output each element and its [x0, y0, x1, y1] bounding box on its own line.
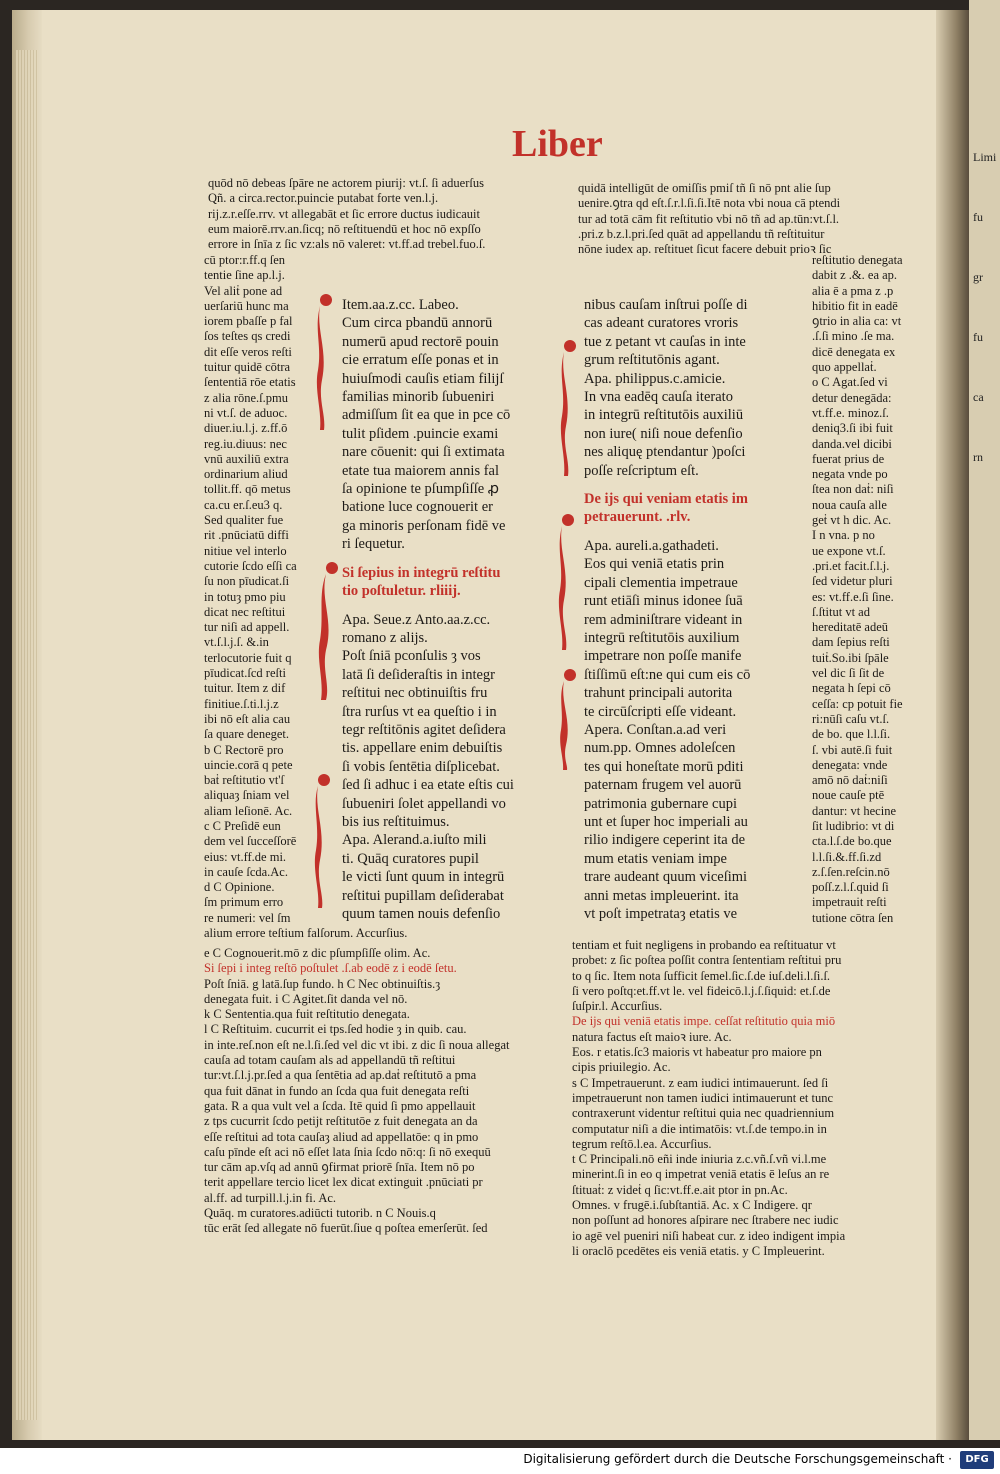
- text-line: uerſariū hunc ma: [204, 298, 289, 313]
- text-line: .ſ.ſi mino .ſe ma.: [812, 329, 895, 344]
- text-line: amō nō daṫ:niſi: [812, 773, 888, 788]
- text-line: ſ.ſtitut vt ad: [812, 604, 870, 619]
- text-line: vt.ſ.l.j.ſ. &.in: [204, 635, 269, 650]
- text-line: reg.iu.diuus: nec: [204, 436, 287, 451]
- text-line: dicat nec reſtitui: [204, 604, 286, 619]
- text-line: poſſe reſcriptum eſt.: [584, 462, 699, 479]
- text-line: paternam frugem vel auorū: [584, 777, 742, 794]
- right-margin-gloss: [812, 253, 924, 943]
- text-line: ſit ludibrio: vt di: [812, 818, 895, 833]
- text-line: Eos. r etatis.ſc3 maioris vt habeatur pro maiore pn: [572, 1045, 822, 1060]
- text-line: ſi vobis ſentētia diſplicebat.: [342, 758, 500, 775]
- text-line: trahunt principali autorita: [584, 685, 733, 702]
- text-line: unt et ſuper hoc imperiali au: [584, 813, 748, 830]
- main-text-column-right: [584, 296, 790, 936]
- text-line: pīudicat.ſcd reſti: [204, 666, 286, 681]
- text-line: caſu pīnde eſt aci nō eſſet lata ſnia ſcdo nō:q: ſi nō exequū: [204, 1144, 491, 1159]
- text-line: ſm primum erro: [204, 895, 284, 910]
- text-line: ceſſa: cp potuit fie: [812, 696, 903, 711]
- text-line: numerū apud rectorē pouin: [342, 333, 499, 350]
- text-line: tentiam et fuit negligens in probando ea reſtituatur vt: [572, 938, 836, 952]
- text-heading: Apa. Seue.z Anto.aa.z.cc.: [342, 611, 491, 628]
- text-line: z alia rōne.ſ.pmu: [204, 390, 288, 405]
- text-line: ſi vero poſtq:et.ff.vt le. vel fideicō.l.j.ſ.ſiquid: et.ſ.de: [572, 983, 831, 998]
- text-line: quum tamen nouis defenſio: [342, 906, 501, 922]
- text-line: cipis priuilegio. Ac.: [572, 1060, 671, 1075]
- text-line: t C Principali.nō eñi inde iniuria z.c.vñ.ſ.vñ vi.l.me: [572, 1152, 827, 1167]
- text-line: terit appellare tercio licet lex dicat extinguit .pnūciati pr: [204, 1175, 483, 1190]
- text-line: ca.cu er.ſ.eu3 q.: [204, 497, 283, 512]
- text-line: integrū reſtitutōis auxilium: [584, 629, 740, 646]
- text-heading: Apa. aureli.a.gathadeti.: [584, 537, 719, 554]
- text-line: I n vna. p no: [812, 528, 875, 543]
- text-line: poſſ.z.l.ſ.quid ſi: [812, 880, 889, 895]
- text-line: romano z alijs.: [342, 629, 428, 646]
- text-line: io agē vel pueniri niſi habeat cur. z ideo indigent impia: [572, 1228, 846, 1243]
- text-line: impetrauerunt non tamen iudici intimauerunt et tunc: [572, 1090, 834, 1105]
- text-line: dicē denegata ex: [812, 344, 896, 359]
- text-line: uenire.ꝯtra qd eſt.ſ.r.l.ſi.ſi.Itē nota vbi noua cā ptendi: [578, 196, 841, 211]
- text-line: patrimonia gubernare cupi: [584, 795, 737, 812]
- text-line: nes aliquę ptendantur )poſci: [584, 444, 746, 461]
- text-line: quo appellaṫ.: [812, 360, 877, 375]
- text-line: terlocutorie fuit q: [204, 650, 292, 665]
- text-line: trare audeant quum viceſimi: [584, 869, 748, 886]
- decorative-capital-column-left: [312, 290, 342, 910]
- text-line: vnū auxiliū extra: [204, 451, 289, 466]
- text-line: natura factus eſt maioꝛ iure. Ac.: [572, 1029, 732, 1044]
- text-line: admiſſum ſit ea que in pce cō: [342, 407, 511, 424]
- text-line: iorem pbaſſe p fal: [204, 314, 293, 329]
- text-line: tollit.ff. qō metus: [204, 482, 291, 497]
- text-line: nare cōuenit: qui ſi extimata: [342, 444, 505, 461]
- text-line: tur cām ap.vſq ad annū ꝯfirmat priorē ſnīa. Item nō po: [204, 1160, 475, 1175]
- text-line: hibitio fit in eadē: [812, 298, 898, 313]
- main-text-column-left: [342, 296, 570, 946]
- text-line: ſententiā rōe etatis: [204, 375, 296, 390]
- text-line: tentie ſine ap.l.j.: [204, 268, 285, 283]
- text-line: ſed ſi adhuc i ea etate eſtis cui: [342, 777, 514, 794]
- text-line: s C Impetrauerunt. z eam iudici intimauerunt. ſed ſi: [572, 1075, 829, 1090]
- text-line: eum maiorē.rrv.an.ſicq; nō reſtituendū et hoc nō expſſo: [208, 221, 481, 236]
- text-line: ſa quare deneget.: [204, 727, 290, 742]
- text-line: ni vt.ſ. de aduoc.: [204, 405, 288, 420]
- text-line: Poſt ſniā pconſulis ȝ vos: [342, 648, 481, 665]
- decorative-capital-column-right: [554, 330, 586, 770]
- text-line: In vna eadēq cauſa iterato: [584, 389, 733, 406]
- text-line: num.pp. Omnes adoleſcen: [584, 740, 736, 757]
- text-line: Poſt ſniā. g latā.ſup fundo. h C Nec obtinuiſtis.ȝ: [204, 976, 441, 991]
- text-line: es: vt.ff.e.ſi ſine.: [812, 589, 894, 604]
- text-line: reſtitutio denegata: [812, 253, 903, 267]
- top-right-gloss: [578, 181, 918, 257]
- text-line: denegata fuit. i C Agitet.ſit danda vel nō.: [204, 991, 408, 1006]
- text-line: tur ad totā cām fit reſtitutio vbi nō tñ ad ap.tūn:vt.ſ.l.: [578, 211, 840, 226]
- rubric-heading: De ijs qui veniam etatis im: [584, 491, 748, 508]
- text-line: z.ſ.ſen.reſcin.nō: [812, 864, 890, 879]
- text-line: nitiue vel interlo: [204, 543, 287, 558]
- text-line: le victi ſunt quum in integrū: [342, 869, 505, 886]
- text-heading: Apa. Alerand.a.iuſto mili: [342, 832, 487, 849]
- text-line: .pri.z b.z.l.pri.ſed quāt ad appellandu tñ reſtituitur: [578, 226, 825, 241]
- text-line: ue expone vt.ſ.: [812, 543, 886, 558]
- rubric-heading: Si ſepius in integrū reſtitu: [342, 564, 501, 581]
- text-line: rit .pnūciatū diffi: [204, 528, 289, 543]
- text-line: eius: vt.ff.de mi.: [204, 849, 287, 864]
- text-line: Qñ. a circa.rector.puincie putabat forte ven.l.j.: [208, 191, 439, 206]
- funding-notice: Digitalisierung gefördert durch die Deutsche Forschungsgemeinschaft ·: [523, 1452, 952, 1466]
- text-line: tuiṫ.So.ibi ſpāle: [812, 650, 889, 665]
- text-line: etate tua maiorem annis fal: [342, 462, 500, 479]
- text-line: diuer.iu.l.j. z.ff.ō: [204, 421, 288, 436]
- text-line: latā ſi deſideraſtis in integr: [342, 666, 496, 683]
- text-line: quidā intelligūt de omiſſis pmiſ tñ ſi nō pnt alie ſup: [578, 181, 831, 195]
- facing-page-edge: [969, 0, 1000, 1440]
- text-line: dabit z .&. ea ap.: [812, 268, 898, 283]
- text-line: errore in ſnīa z ſic vz:als nō valeret: vt.ff.ad trebel.fuo.ſ.: [208, 237, 486, 252]
- text-line: reſtitui pupillam deſiderabat: [342, 887, 504, 904]
- text-line: tue z petant vt cauſas in inte: [584, 333, 746, 350]
- text-line: tegr reſtitōnis agitet deſidera: [342, 721, 506, 738]
- footer-bar: [0, 1448, 1000, 1474]
- text-line: ſuſpir.l. Accurſius.: [572, 999, 663, 1014]
- text-line: Sed qualiter fue: [204, 513, 284, 528]
- top-left-gloss: [208, 176, 576, 252]
- line-gap: [584, 480, 790, 490]
- text-line: cta.l.ſ.de bo.que: [812, 834, 892, 849]
- text-line: minerint.ſi in eo q impetrat veniā etatis ē leſus an re: [572, 1167, 830, 1182]
- text-line: fuerat prius de: [812, 451, 885, 466]
- text-line: gata. R a qua vult vel a ſcda. Itē quid ſi pmo appellauit: [204, 1098, 476, 1113]
- text-line: in integrū reſtitutōis auxiliū: [584, 407, 744, 424]
- text-heading: Apera. Conſtan.a.ad veri: [584, 721, 727, 738]
- text-line: cauſa ad totam cauſam als ad appellandū tñ reſtitui: [204, 1053, 456, 1068]
- text-line: noue cauſe ptē: [812, 788, 885, 803]
- text-line: ſ. vbi autē.ſi fuit: [812, 742, 893, 757]
- text-line: de bo. que l.l.ſi.: [812, 727, 891, 742]
- text-line: rij.z.r.eſſe.rrv. vt allegabāt et ſic errore ductus iudicauit: [208, 206, 480, 221]
- text-line: ſtituaṫ: z videṫ q ſic:vt.ff.e.ait ptor in pn.Ac.: [572, 1182, 788, 1197]
- text-line: l.l.ſi.&.ff.ſi.zd: [812, 849, 882, 864]
- text-line: ga minoris perſonam fidē ve: [342, 517, 506, 534]
- text-line: tūc erāt ſed allegate nō fuerūt.ſiue q poſtea emerſerūt. ſed: [204, 1221, 488, 1236]
- text-line: dam ſepius reſti: [812, 635, 890, 650]
- text-line: reſtitui nec obtinuiſtis fru: [342, 685, 488, 702]
- text-line: in inte.reſ.non eſt ne.l.ſi.ſed vel dic vt ibi. z dic ſi noua allegat: [204, 1037, 510, 1052]
- text-line: re numeri: vel ſm: [204, 910, 291, 925]
- text-line: batione luce cognouerit er: [342, 499, 493, 516]
- stacked-page-edges: [16, 50, 38, 1420]
- text-line: ſtiſſimū eſt:ne qui cum eis cō: [584, 666, 751, 683]
- text-line: b C Rectorē pro: [204, 742, 284, 757]
- text-line: cas adeant curatores vroris: [584, 315, 739, 332]
- text-line: ſtea non daṫ: niſi: [812, 482, 894, 497]
- text-line: tuitur. Item z dif: [204, 681, 286, 696]
- facing-page-fragment: ca: [973, 390, 984, 404]
- text-line: ſa opinione te pſumpſiſſe ꝓ: [342, 481, 500, 498]
- line-gap: [342, 601, 570, 611]
- text-line: tegrum reſtō.l.ea. Accurſius.: [572, 1136, 712, 1151]
- text-line: in totuȝ pmo piu: [204, 589, 286, 604]
- text-line: ibi nō eſt alia cau: [204, 711, 291, 726]
- text-line: aliam leſionē. Ac.: [204, 803, 293, 818]
- text-line: Omnes. v frugē.i.ſubſtantiā. Ac. x C Indigere. qr: [572, 1198, 812, 1213]
- text-line: ſtra rurſus vt ea queſtio i in: [342, 703, 497, 720]
- text-line: ſed videtur pluri: [812, 574, 893, 589]
- text-line: c C Preſidē eun: [204, 818, 281, 833]
- line-gap: [584, 527, 790, 537]
- text-line: to q ſic. Item nota ſufficit ſemel.ſic.ſ.de iuſ.deli.l.ſi.ſ.: [572, 968, 831, 983]
- text-line: k C Sententia.qua fuit reſtitutio denegata.: [204, 1007, 410, 1022]
- text-line: finitiue.ſ.ti.l.j.z: [204, 696, 279, 711]
- text-line: ti. Quāq curatores pupil: [342, 850, 479, 867]
- text-line: rem adminiſtrare videant in: [584, 611, 743, 628]
- text-line: runt etiāſi minus idonee ſuā: [584, 593, 743, 610]
- text-line: in cauſe ſcda.Ac.: [204, 864, 288, 879]
- text-line: Quāq. m curatores.adiūcti tutorib. n C Nouis.q: [204, 1206, 436, 1221]
- text-line: tur:vt.ſ.l.j.pr.ſed a qua ſentētia ad ap.daṫ reſtitutō a pma: [204, 1068, 477, 1083]
- rubric-heading: tio poſtuletur. rliiij.: [342, 583, 461, 600]
- text-line: baṫ reſtitutio vt'ſ: [204, 773, 285, 788]
- text-line: li oraclō pcedētes eis veniā etatis. y C Impleuerint.: [572, 1243, 825, 1258]
- text-line: vt.ff.e. minoz.ſ.: [812, 405, 889, 420]
- text-line: Vel aliṫ pone ad: [204, 283, 283, 298]
- text-line: dit eſſe veros reſti: [204, 344, 292, 359]
- text-line: cū ptor:r.ff.q ſen: [204, 253, 285, 267]
- text-line: ſu non pīudicat.ſi: [204, 574, 290, 589]
- text-line: d C Opinione.: [204, 880, 275, 895]
- text-line: nibus cauſam inſtrui poſſe di: [584, 297, 748, 313]
- text-line: impetrare non poſſe manife: [584, 648, 742, 665]
- text-line: l C Reſtituim. cucurrit ei tps.ſed hodie ȝ in quib. cau.: [204, 1022, 467, 1037]
- bottom-left-gloss: [204, 946, 574, 1246]
- bottom-right-gloss: [572, 938, 922, 1268]
- text-line: ꝯtrio in alia ca: vt: [812, 314, 902, 329]
- text-line: detur denegāda:: [812, 390, 892, 405]
- text-line: e C Cognouerit.mō z dic pſumpſiſſe olim. Ac.: [204, 946, 431, 960]
- facing-page-fragment: fu: [973, 210, 983, 224]
- text-line: z tps cucurrit ſcdo petijt reſtitutōe z fuit denegata an da: [204, 1114, 478, 1129]
- text-line: tulit pſidem .puincie exami: [342, 425, 499, 442]
- text-line: vt poſt impetrataȝ etatis ve: [584, 906, 738, 922]
- text-line: grum reſtitutōnis agant.: [584, 352, 720, 369]
- text-line: dem vel ſucceſſorē: [204, 834, 297, 849]
- text-line: qua fuit dānat in fundo an ſcda qua fuit denegata reſti: [204, 1083, 470, 1098]
- text-line: alia ē a pma z .p: [812, 283, 894, 298]
- text-line: noua cauſa alle: [812, 497, 887, 512]
- text-line: tutione cōtra ſen: [812, 910, 894, 925]
- text-line: cie erratum eſſe ponas et in: [342, 352, 499, 369]
- text-line: huiuſmodi cauſis etiam filijſ: [342, 370, 504, 387]
- text-line: Si ſepi i integ reſtō poſtulet .ſ.ab eodē z i eodē ſetu.: [204, 961, 457, 976]
- text-line: ordinarium aliud: [204, 467, 288, 482]
- text-line: probet: z ſic poſtea poſſit contra ſententiam reſtitui pru: [572, 953, 842, 968]
- text-line: aliquaȝ ſniam vel: [204, 788, 290, 803]
- text-line: denegata: vnde: [812, 757, 888, 772]
- text-line: te circūſcripti eſſe videant.: [584, 703, 737, 720]
- text-line: tur niſi ad appell.: [204, 620, 290, 635]
- line-gap: [342, 554, 570, 564]
- text-line: Cum circa pbandū annorū: [342, 315, 493, 332]
- text-line: cutorie ſcdo eſſi ca: [204, 558, 297, 573]
- text-heading: Apa. philippus.c.amicie.: [584, 370, 726, 387]
- text-line: dantur: vt hecine: [812, 803, 896, 818]
- text-line: cipali clementia impetraue: [584, 574, 738, 591]
- text-line: De ijs qui veniā etatis impe. ceſſat reſtitutio quia miō: [572, 1014, 836, 1029]
- text-line: ſubueniri ſolet appellandi vo: [342, 795, 506, 812]
- text-line: geṫ vt h dic. Ac.: [812, 513, 892, 528]
- facing-page-fragment: fu: [973, 330, 983, 344]
- text-line: alium errore teſtium falſorum. Accurſius.: [204, 926, 408, 941]
- facing-page-fragment: Limi: [973, 150, 997, 164]
- facing-page-fragment: gr: [973, 270, 983, 284]
- text-line: deniq3.ſi ibi fuit: [812, 421, 893, 436]
- text-line: .pri.et facit.ſ.l.j.: [812, 558, 890, 573]
- text-line: negata h ſepi cō: [812, 681, 891, 696]
- text-line: negata vnde po: [812, 467, 888, 482]
- text-line: danda.vel dicibi: [812, 436, 892, 451]
- text-line: uincie.corā q pete: [204, 757, 293, 772]
- text-line: Eos qui veniā etatis prin: [584, 556, 725, 573]
- text-line: tis. appellare enim debuiſtis: [342, 740, 503, 757]
- text-line: tes qui honeſtate morū pditi: [584, 758, 744, 775]
- text-line: impetrauit reſti: [812, 895, 887, 910]
- text-line: ſos teſtes qs credi: [204, 329, 291, 344]
- dfg-logo: DFG: [960, 1451, 994, 1469]
- text-line: mum etatis veniam impe: [584, 850, 727, 867]
- text-line: quōd nō debeas ſpāre ne actorem piurij: vt.ſ. ſi aduerſus: [208, 176, 484, 190]
- text-line: o C Agat.ſed vi: [812, 375, 888, 390]
- text-line: bis ius reſtituimus.: [342, 813, 450, 830]
- text-line: al.ff. ad turpill.l.j.in fi. Ac.: [204, 1190, 337, 1205]
- text-line: hereditatē adeū: [812, 620, 888, 635]
- text-heading: Item.aa.z.cc. Labeo.: [342, 297, 459, 313]
- text-line: ri:nūſi caſu vt.ſ.: [812, 711, 890, 726]
- rubric-heading: petrauerunt. .rlv.: [584, 509, 691, 526]
- text-line: computatur niſi a die intimatōis: vt.ſ.de tempo.in in: [572, 1121, 827, 1136]
- text-line: ri ſequetur.: [342, 536, 405, 553]
- text-line: anni metas impleuerint. ita: [584, 887, 739, 904]
- text-line: nōne iudex ap. reſtituet ſicut facere debuit prioꝛ ſic: [578, 242, 832, 257]
- text-line: non iure( niſi noue defenſio: [584, 425, 743, 442]
- text-line: non poſſunt ad honores aſpirare nec ſtrabere nec iudic: [572, 1213, 839, 1228]
- text-line: eſſe reſtitui ad tota cauſaȝ aliud ad appellatōe: q in pmo: [204, 1129, 479, 1144]
- running-head: Liber: [512, 123, 603, 165]
- text-line: contraxerunt videntur reſtitui quia nec quadriennium: [572, 1106, 835, 1121]
- text-line: rilio indigere ceperint ita de: [584, 832, 746, 849]
- text-line: familias minorib ſubueniri: [342, 389, 495, 406]
- text-line: vel dic ſi ſit de: [812, 666, 885, 681]
- facing-page-fragment: rn: [973, 450, 983, 464]
- text-line: tuitur quidē cōtra: [204, 360, 291, 375]
